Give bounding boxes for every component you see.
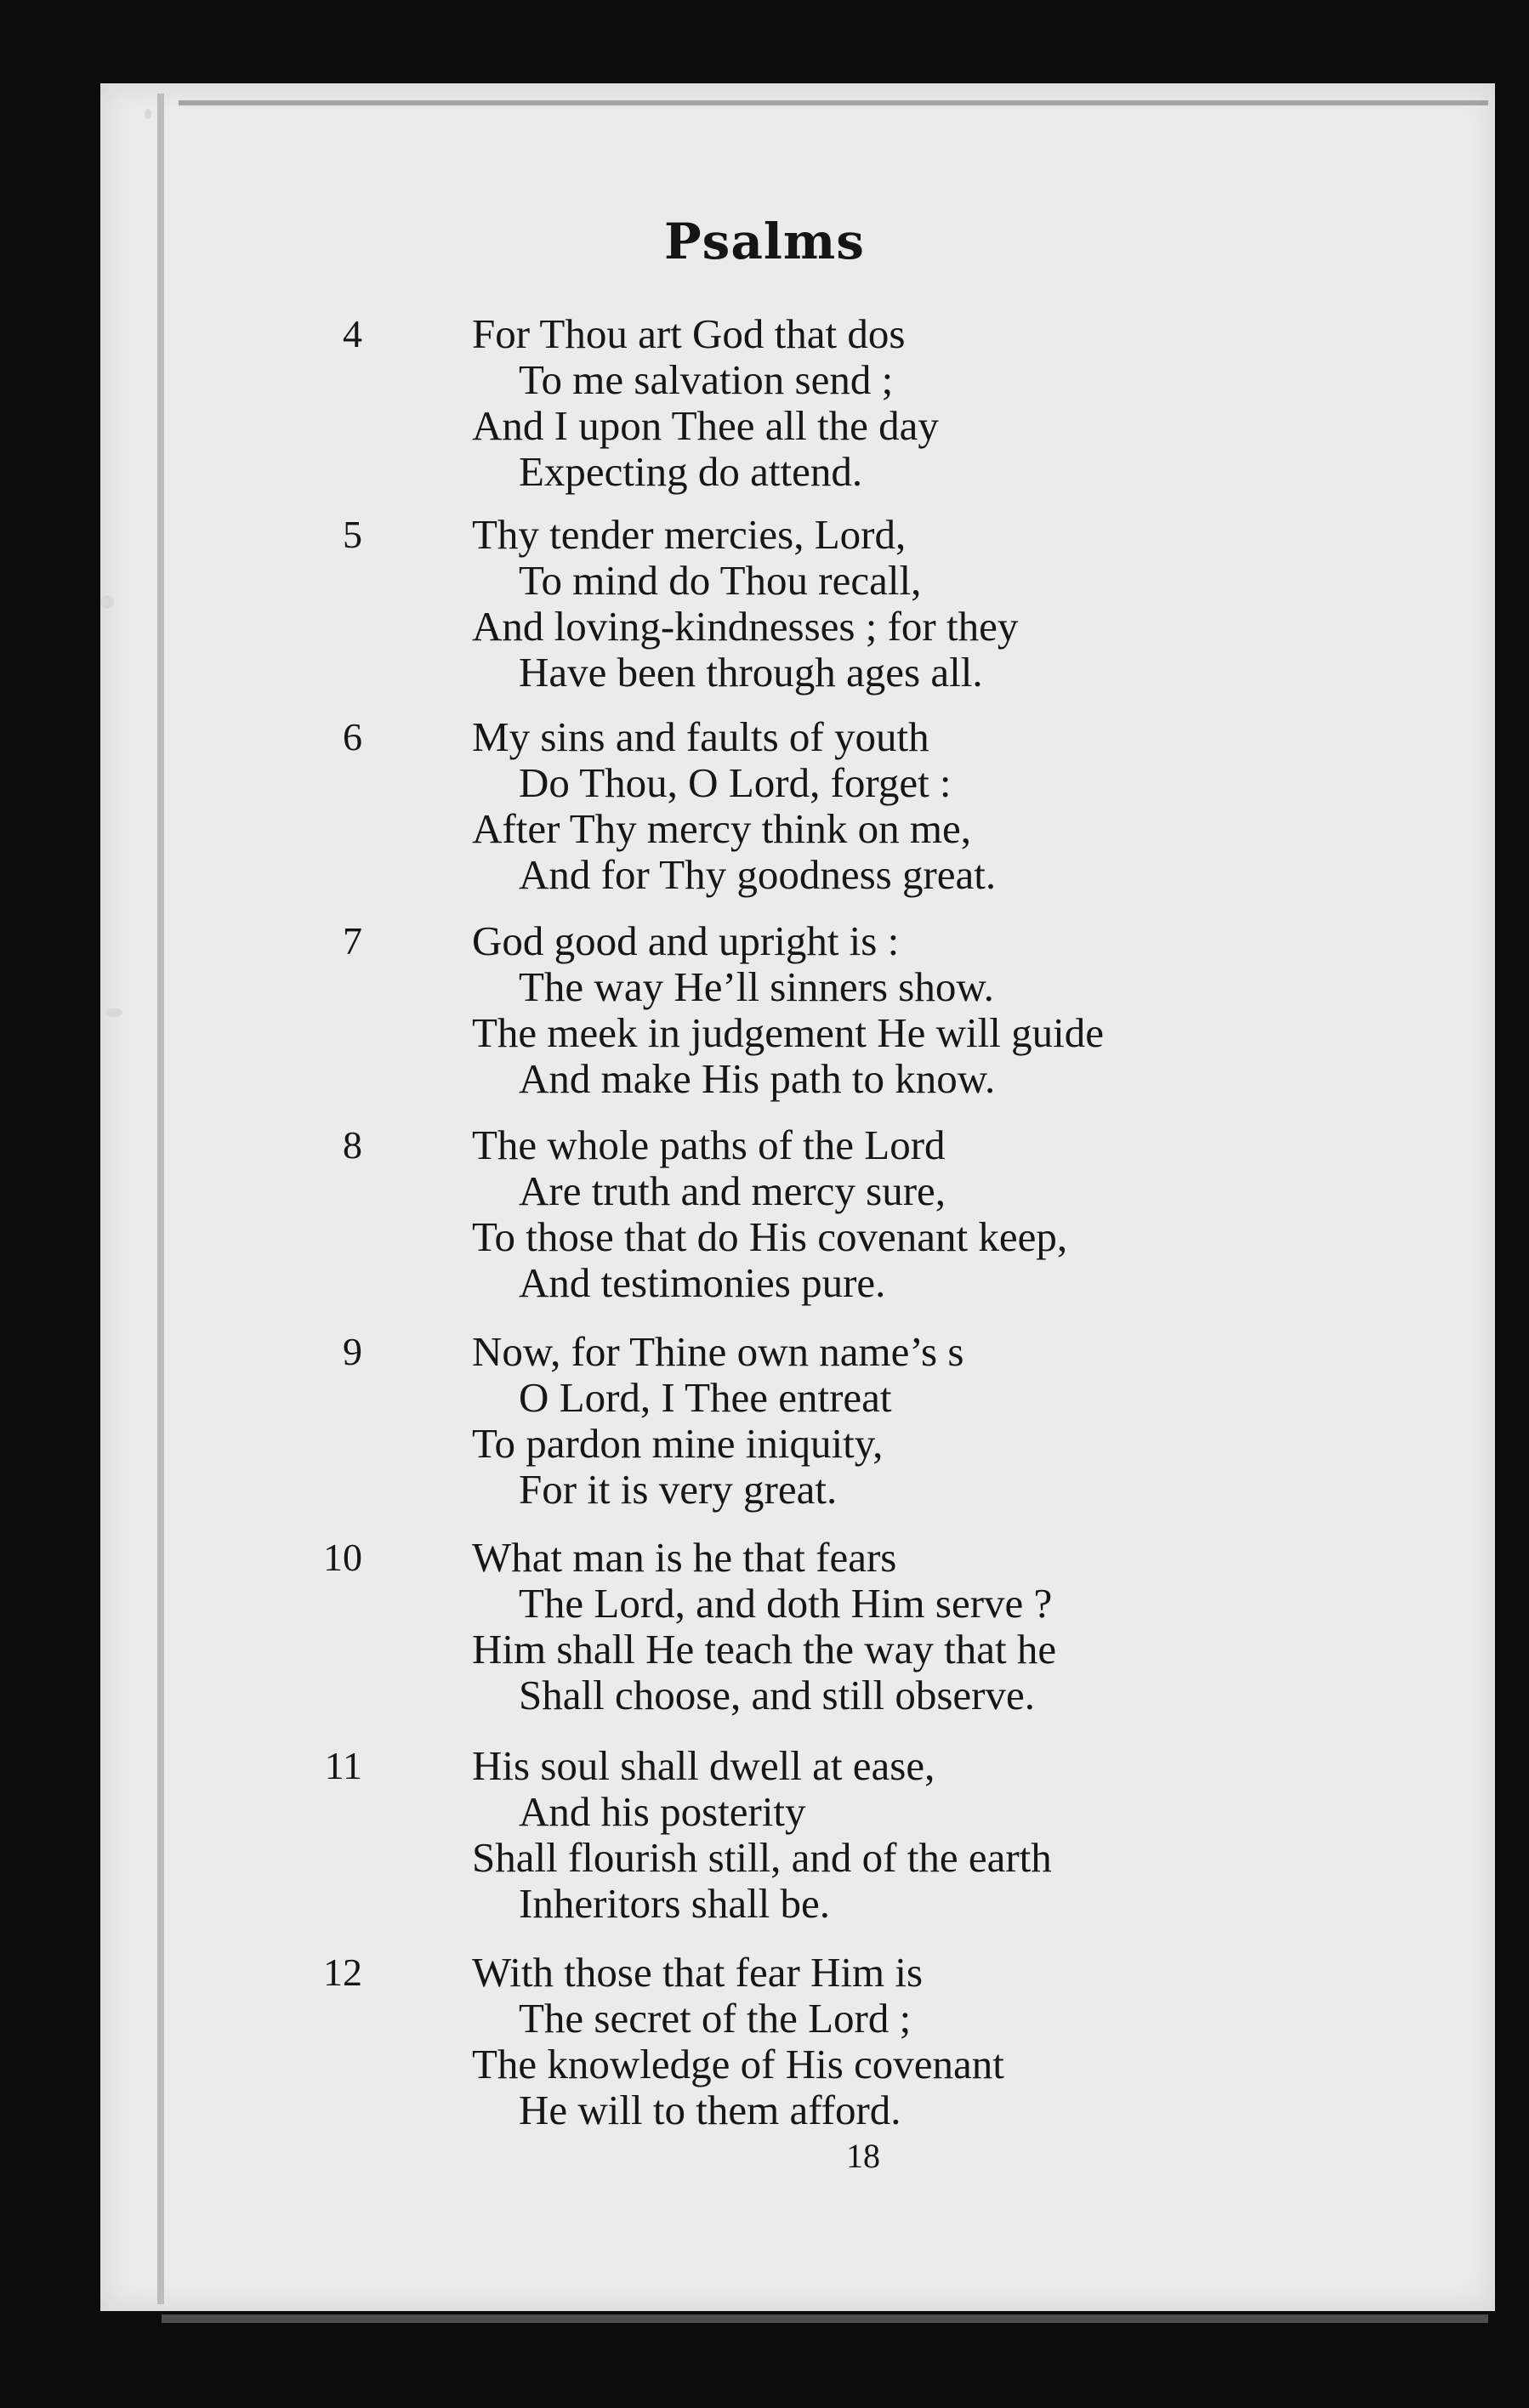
verse-line: What man is he that fears xyxy=(472,1534,897,1581)
verse-line: My sins and faults of youth xyxy=(472,713,929,760)
page-top-edge xyxy=(179,100,1488,105)
verse-number: 12 xyxy=(323,1951,362,1994)
verse-line: Do Thou, O Lord, forget : xyxy=(519,759,952,806)
verse-7 xyxy=(343,917,1104,1102)
page-number: 18 xyxy=(846,2137,880,2175)
verse-line: And for Thy goodness great. xyxy=(519,851,997,898)
verse-number: 7 xyxy=(343,919,362,963)
verse-line: The way He’ll sinners show. xyxy=(519,963,994,1010)
verse-line: O Lord, I Thee entreat xyxy=(519,1374,892,1421)
verse-line: For Thou art God that dos xyxy=(472,310,906,357)
verse-line: And his posterity xyxy=(519,1788,806,1835)
verse-line: The meek in judgement He will guide xyxy=(472,1009,1104,1056)
verse-line: And loving-kindnesses ; for they xyxy=(472,603,1019,650)
verse-line: For it is very great. xyxy=(519,1466,838,1513)
verse-number: 8 xyxy=(343,1123,362,1167)
verse-number: 5 xyxy=(343,513,362,556)
dust-speck xyxy=(105,1008,122,1017)
verse-line: And I upon Thee all the day xyxy=(472,402,939,449)
verse-line: To me salvation send ; xyxy=(519,356,894,403)
verse-line: The knowledge of His covenant xyxy=(472,2041,1004,2087)
page-bottom-edge xyxy=(162,2314,1488,2323)
verse-number: 11 xyxy=(324,1744,362,1787)
verse-line: Now, for Thine own name’s s xyxy=(472,1328,964,1375)
dust-speck xyxy=(145,109,151,119)
verse-line: The whole paths of the Lord xyxy=(472,1122,946,1168)
verse-line: Shall choose, and still observe. xyxy=(519,1672,1035,1718)
verse-4 xyxy=(343,310,939,495)
verse-line: To mind do Thou recall, xyxy=(519,557,922,604)
page-left-edge xyxy=(157,94,164,2304)
verse-5 xyxy=(343,511,1019,696)
verse-line: Thy tender mercies, Lord, xyxy=(472,511,907,558)
dust-speck xyxy=(100,595,114,609)
verse-line: And testimonies pure. xyxy=(519,1259,886,1306)
verse-line: And make His path to know. xyxy=(519,1055,996,1102)
page-title: Psalms xyxy=(664,213,865,270)
verse-line: With those that fear Him is xyxy=(472,1949,924,1996)
verse-line: He will to them afford. xyxy=(519,2087,901,2133)
verse-8 xyxy=(343,1122,1068,1306)
verse-line: Expecting do attend. xyxy=(519,448,863,495)
verse-number: 10 xyxy=(323,1536,362,1579)
verse-11 xyxy=(324,1742,1052,1927)
verse-line: Him shall He teach the way that he xyxy=(472,1626,1057,1673)
verse-line: To those that do His covenant keep, xyxy=(472,1213,1068,1260)
verse-number: 6 xyxy=(343,715,362,758)
verse-number: 4 xyxy=(343,312,362,355)
verse-line: His soul shall dwell at ease, xyxy=(472,1742,935,1789)
verse-line: Have been through ages all. xyxy=(519,649,983,696)
verse-line: Are truth and mercy sure, xyxy=(519,1167,946,1214)
verse-9 xyxy=(343,1328,964,1513)
verse-line: Inheritors shall be. xyxy=(519,1880,831,1927)
verse-12 xyxy=(323,1949,1004,2133)
verse-line: God good and upright is : xyxy=(472,917,900,964)
verse-10 xyxy=(323,1534,1057,1718)
verse-6 xyxy=(343,713,997,898)
verse-line: To pardon mine iniquity, xyxy=(472,1420,884,1467)
verse-line: Shall flourish still, and of the earth xyxy=(472,1834,1052,1881)
verse-line: The secret of the Lord ; xyxy=(519,1995,912,2042)
verse-line: After Thy mercy think on me, xyxy=(472,805,971,852)
verse-number: 9 xyxy=(343,1330,362,1373)
verse-line: The Lord, and doth Him serve ? xyxy=(519,1580,1053,1627)
